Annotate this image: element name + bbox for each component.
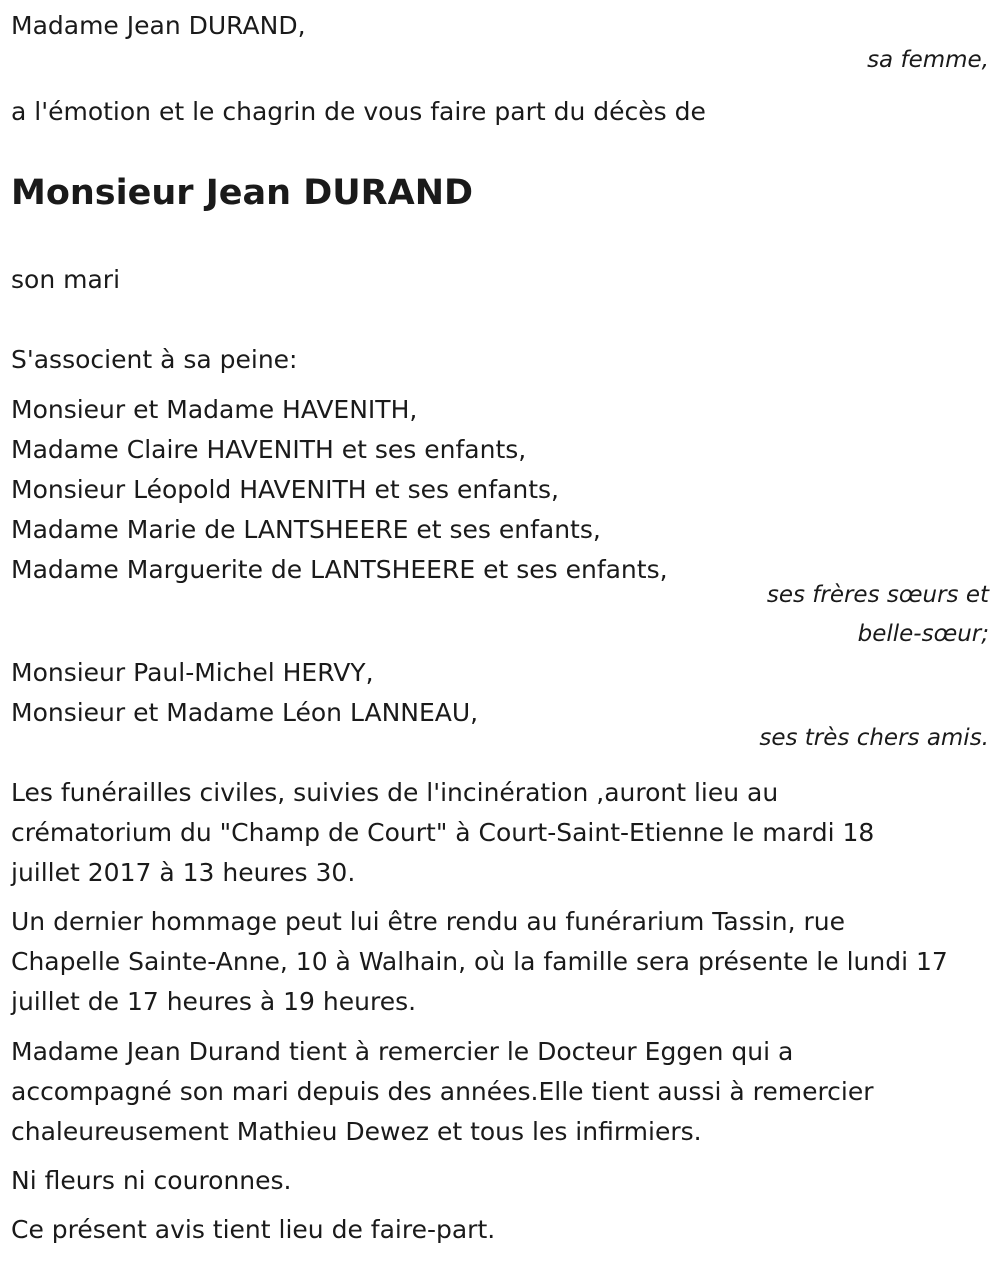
friends-relation: ses très chers amis. — [759, 725, 989, 751]
family-member: Monsieur Léopold HAVENITH et ses enfants, — [11, 475, 559, 504]
family-member: Madame Marie de LANTSHEERE et ses enfants, — [11, 515, 601, 544]
funeral-line: Les funérailles civiles, suivies de l'incinération ,auront lieu au — [11, 778, 779, 807]
family-member: Madame Marguerite de LANTSHEERE et ses enfants, — [11, 555, 668, 584]
friend: Monsieur Paul-Michel HERVY, — [11, 658, 374, 687]
family-member: Monsieur et Madame HAVENITH, — [11, 395, 418, 424]
tribute-line: Un dernier hommage peut lui être rendu au funérarium Tassin, rue — [11, 907, 845, 936]
sender-name: Madame Jean DURAND, — [11, 11, 306, 40]
thanks-line: accompagné son mari depuis des années.Elle tient aussi à remercier — [11, 1077, 874, 1106]
announcement-text: a l'émotion et le chagrin de vous faire part du décès de — [11, 97, 706, 126]
deceased-relation: son mari — [11, 265, 121, 294]
no-flowers-text: Ni fleurs ni couronnes. — [11, 1166, 292, 1195]
tribute-line: juillet de 17 heures à 19 heures. — [11, 987, 417, 1016]
sender-relation: sa femme, — [867, 47, 989, 73]
thanks-line: chaleureusement Mathieu Dewez et tous les infirmiers. — [11, 1117, 702, 1146]
friend: Monsieur et Madame Léon LANNEAU, — [11, 698, 479, 727]
deceased-name: Monsieur Jean DURAND — [11, 173, 474, 213]
funeral-line: juillet 2017 à 13 heures 30. — [11, 858, 356, 887]
notice-text: Ce présent avis tient lieu de faire-part. — [11, 1215, 496, 1244]
family-relation-line: ses frères sœurs et — [766, 582, 989, 608]
associates-heading: S'associent à sa peine: — [11, 345, 298, 374]
tribute-line: Chapelle Sainte-Anne, 10 à Walhain, où la famille sera présente le lundi 17 — [11, 947, 948, 976]
family-member: Madame Claire HAVENITH et ses enfants, — [11, 435, 527, 464]
funeral-line: crématorium du "Champ de Court" à Court-Saint-Etienne le mardi 18 — [11, 818, 875, 847]
family-relation-line: belle-sœur; — [857, 621, 989, 647]
thanks-line: Madame Jean Durand tient à remercier le Docteur Eggen qui a — [11, 1037, 794, 1066]
